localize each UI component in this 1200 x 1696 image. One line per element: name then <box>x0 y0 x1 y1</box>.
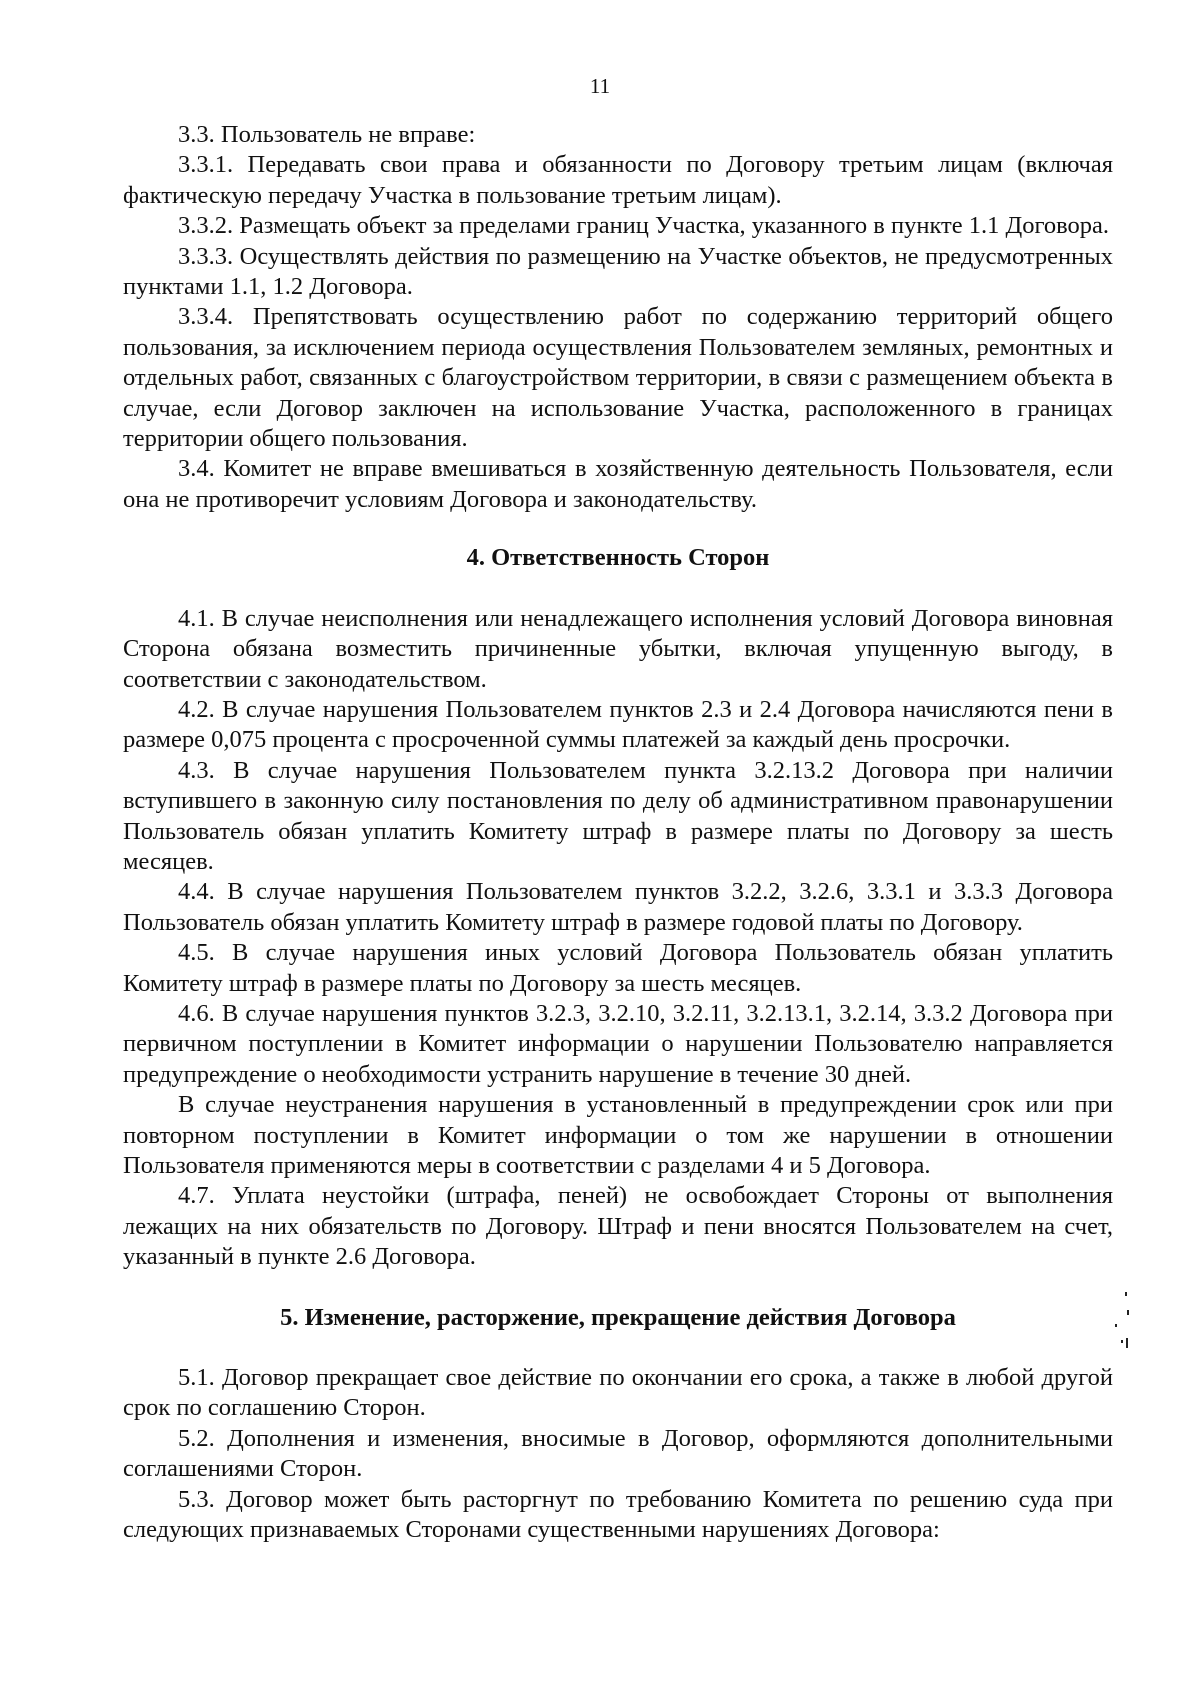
paragraph-4-4: 4.4. В случае нарушения Пользователем пунктов 3.2.2, 3.2.6, 3.3.1 и 3.3.3 Договора Пользователь обязан уплатить Комитету штраф в размере годовой платы по Договору. <box>123 878 1113 936</box>
paragraph-3-3-2: 3.3.2. Размещать объект за пределами границ Участка, указанного в пункте 1.1 Договора. <box>178 212 1110 240</box>
paragraph-3-3: 3.3. Пользователь не вправе: <box>178 121 476 148</box>
paragraph-4-1: 4.1. В случае неисполнения или ненадлежащего исполнения условий Договора виновная Сторона обязана возместить причиненные убытки, включая упущенную выгоду, в соответствии с законодательством. <box>123 604 1113 693</box>
paragraph-4-2: 4.2. В случае нарушения Пользователем пунктов 2.3 и 2.4 Договора начисляются пени в размере 0,075 процента с просроченной суммы платежей за каждый день просрочки. <box>123 695 1113 754</box>
page-number: 11 <box>589 74 611 98</box>
paragraph-3-3-3: 3.3.3. Осуществлять действия по размещению на Участке объектов, не предусмотренных пунктами 1.1, 1.2 Договора. <box>123 242 1113 301</box>
section-4-heading: 4. Ответственность Сторон <box>466 544 770 572</box>
paragraph-5-2: 5.2. Дополнения и изменения, вносимые в Договор, оформляются дополнительными соглашениями Сторон. <box>123 1424 1113 1483</box>
paragraph-3-3-1: 3.3.1. Передавать свои права и обязанности по Договору третьим лицам (включая фактическую передачу Участка в пользование третьим лицам). <box>123 151 1113 209</box>
paragraph-4-5: 4.5. В случае нарушения иных условий Договора Пользователь обязан уплатить Комитету штраф в размере платы по Договору за шесть месяцев. <box>123 939 1113 997</box>
paragraph-4-6-continued: В случае неустранения нарушения в установленный в предупреждении срок или при повторном поступлении в Комитет информации о том же нарушении в отношении Пользователя применяются меры в соответствии с разделами 4 и 5 Договора. <box>123 1091 1113 1179</box>
paragraph-3-4: 3.4. Комитет не вправе вмешиваться в хозяйственную деятельность Пользователя, если она не противоречит условиям Договора и законодательству. <box>123 455 1113 513</box>
paragraph-5-1: 5.1. Договор прекращает свое действие по окончании его срока, а также в любой другой срок по соглашению Сторон. <box>123 1364 1113 1422</box>
document-body <box>123 120 1113 1545</box>
section-5-heading: 5. Изменение, расторжение, прекращение действия Договора <box>280 1303 956 1331</box>
paragraph-5-3: 5.3. Договор может быть расторгнут по требованию Комитета по решению суда при следующих признаваемых Сторонами существенными нарушениях Договора: <box>123 1485 1113 1544</box>
paragraph-4-6: 4.6. В случае нарушения пунктов 3.2.3, 3.2.10, 3.2.11, 3.2.13.1, 3.2.14, 3.3.2 Договора при первичном поступлении в Комитет информации о нарушении Пользователю направляется предупреждение о необходимости устранить нарушение в течение 30 дней. <box>123 999 1113 1088</box>
scan-specks <box>1110 1290 1130 1360</box>
paragraph-4-3: 4.3. В случае нарушения Пользователем пункта 3.2.13.2 Договора при наличии вступившего в законную силу постановления по делу об административном правонарушении Пользователь обязан уплатить Комитету штраф в размере платы по Договору за шесть месяцев. <box>123 756 1113 875</box>
paragraph-4-7: 4.7. Уплата неустойки (штрафа, пеней) не освобождает Стороны от выполнения лежащих на них обязательств по Договору. Штраф и пени вносятся Пользователем на счет, указанный в пункте 2.6 Договора. <box>123 1182 1113 1271</box>
paragraph-3-3-4: 3.3.4. Препятствовать осуществлению работ по содержанию территорий общего пользования, за исключением периода осуществления Пользователем земляных, ремонтных и отдельных работ, связанных с благоустройством территории, в связи с размещением объекта в случае, если Договор заключен на использование Участка, расположенного в границах территории общего пользования. <box>123 303 1113 453</box>
